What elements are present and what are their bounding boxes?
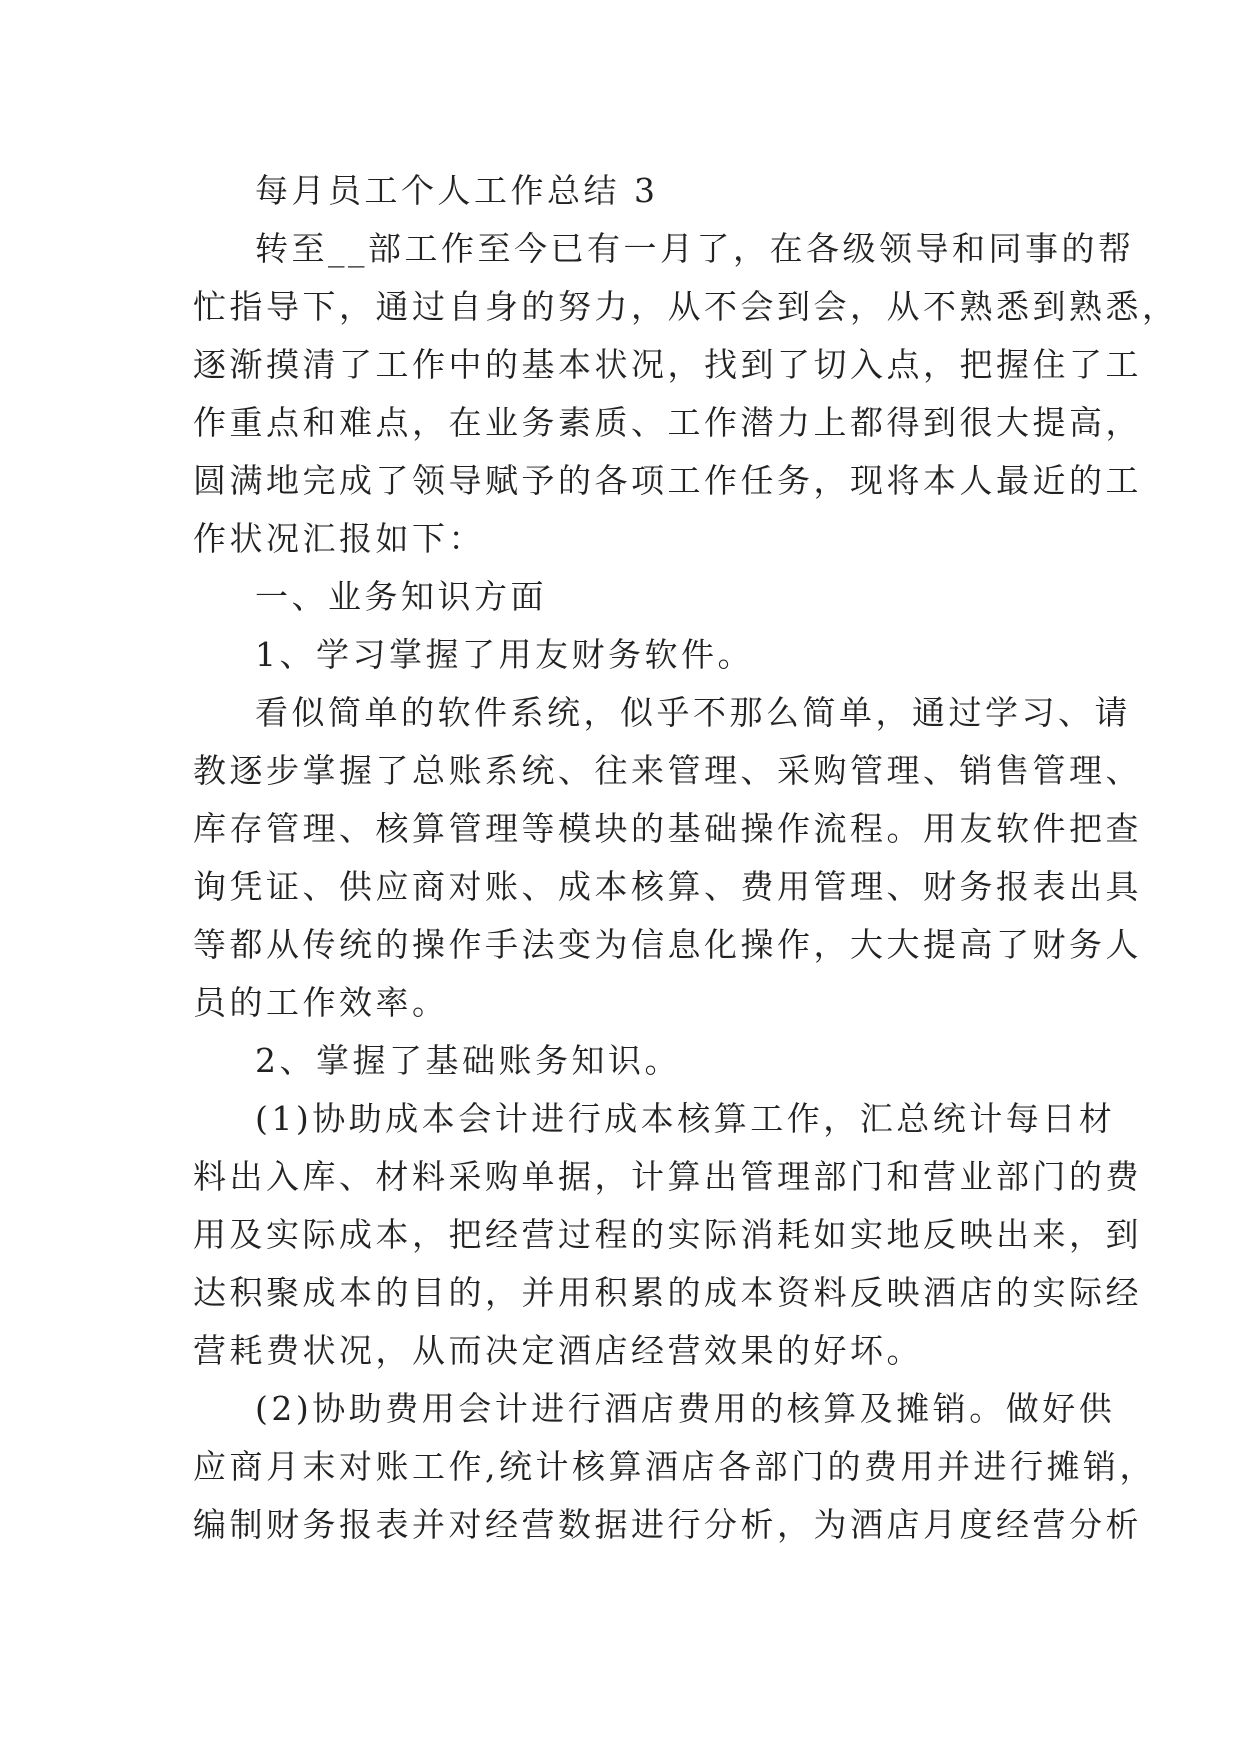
text-line: 作重点和难点，在业务素质、工作潜力上都得到很大提高，	[193, 403, 1142, 442]
text-line: 逐渐摸清了工作中的基本状况，找到了切入点，把握住了工	[193, 345, 1142, 384]
text-line: 每月员工个人工作总结 3	[255, 171, 659, 210]
text-line: (1)协助成本会计进行成本核算工作，汇总统计每日材	[255, 1099, 1116, 1138]
text-line: 员的工作效率。	[193, 983, 449, 1022]
text-line: 料出入库、材料采购单据，计算出管理部门和营业部门的费	[193, 1157, 1142, 1196]
text-line: 营耗费状况，从而决定酒店经营效果的好坏。	[193, 1331, 923, 1370]
text-line: 忙指导下，通过自身的努力，从不会到会，从不熟悉到熟悉，	[193, 287, 1179, 326]
text-line: 2、掌握了基础账务知识。	[255, 1041, 681, 1080]
text-line: 编制财务报表并对经营数据进行分析，为酒店月度经营分析	[193, 1505, 1142, 1544]
text-line: 询凭证、供应商对账、成本核算、费用管理、财务报表出具	[193, 867, 1142, 906]
text-line: 作状况汇报如下：	[193, 519, 485, 558]
text-line: 达积聚成本的目的，并用积累的成本资料反映酒店的实际经	[193, 1273, 1142, 1312]
text-line: (2)协助费用会计进行酒店费用的核算及摊销。做好供	[255, 1389, 1116, 1428]
text-line: 应商月末对账工作,统计核算酒店各部门的费用并进行摊销，	[193, 1447, 1156, 1486]
text-line: 库存管理、核算管理等模块的基础操作流程。用友软件把查	[193, 809, 1142, 848]
text-line: 教逐步掌握了总账系统、往来管理、采购管理、销售管理、	[193, 751, 1142, 790]
document-body	[193, 162, 1179, 1554]
text-line: 圆满地完成了领导赋予的各项工作任务，现将本人最近的工	[193, 461, 1142, 500]
text-line: 看似简单的软件系统，似乎不那么简单，通过学习、请	[255, 693, 1131, 732]
text-line: 用及实际成本，把经营过程的实际消耗如实地反映出来，到	[193, 1215, 1142, 1254]
text-line: 1、学习掌握了用友财务软件。	[255, 635, 754, 674]
text-line: 转至__部工作至今已有一月了，在各级领导和同事的帮	[255, 229, 1135, 268]
text-line: 一、业务知识方面	[255, 577, 547, 616]
text-line: 等都从传统的操作手法变为信息化操作，大大提高了财务人	[193, 925, 1142, 964]
